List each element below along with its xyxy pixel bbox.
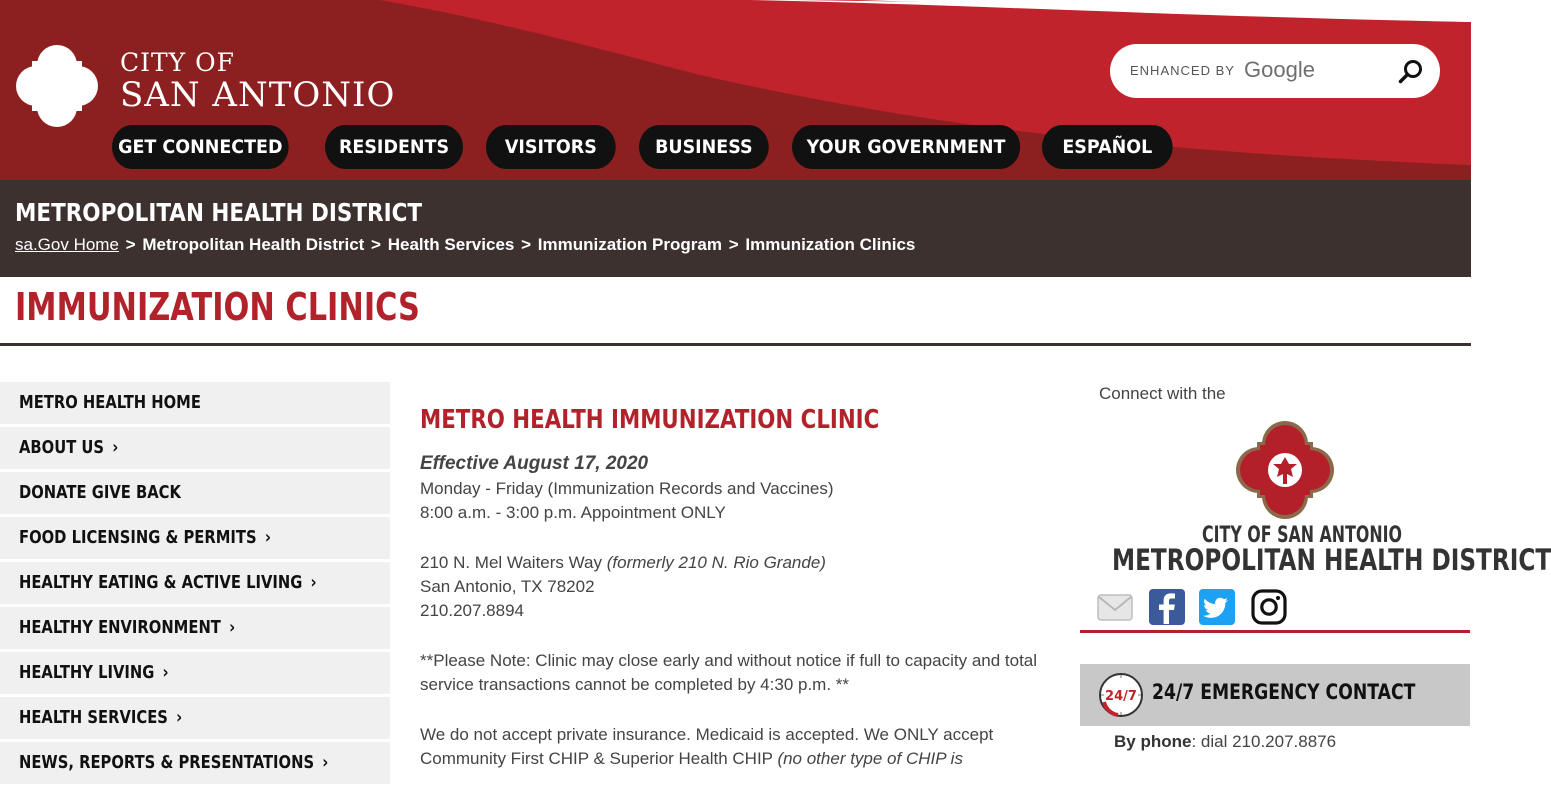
sidebar-item-donate-give-back[interactable]: [0, 472, 390, 514]
title-divider: [0, 343, 1471, 346]
sidebar-item-news-reports[interactable]: [0, 742, 390, 784]
right-divider: [1080, 630, 1470, 633]
city-logo-text[interactable]: [120, 50, 395, 114]
breadcrumb-separator: >: [371, 235, 381, 254]
emergency-contact-box: [1080, 664, 1470, 726]
mhd-logo-line-1: CITY OF SAN ANTONIO: [1202, 523, 1402, 548]
sidebar-item-label: HEALTHY ENVIRONMENT ›: [19, 617, 236, 638]
chevron-right-icon: ›: [229, 617, 236, 638]
breadcrumb-current: Immunization Clinics: [745, 235, 916, 254]
metro-health-emblem-icon[interactable]: [1235, 420, 1335, 520]
breadcrumb-item[interactable]: Metropolitan Health District: [142, 235, 365, 254]
clinic-heading: METRO HEALTH IMMUNIZATION CLINIC: [420, 405, 880, 435]
sidebar-item-label: FOOD LICENSING & PERMITS ›: [19, 527, 271, 548]
main-content: [420, 400, 1060, 771]
sidebar-item-label: METRO HEALTH HOME: [19, 392, 201, 413]
site-header: [0, 0, 1471, 180]
insurance-info: [420, 723, 1060, 771]
chevron-right-icon: ›: [310, 572, 317, 593]
breadcrumb-item[interactable]: Immunization Program: [537, 235, 722, 254]
chevron-right-icon: ›: [322, 752, 329, 773]
breadcrumb-separator: >: [125, 235, 136, 254]
sidebar-nav: [0, 382, 390, 787]
twitter-icon[interactable]: [1198, 588, 1236, 626]
by-phone-value[interactable]: : dial 210.207.8876: [1191, 732, 1337, 751]
insurance-italic: (no other type of CHIP is: [777, 749, 963, 768]
clock-24-7-icon: [1098, 672, 1144, 718]
breadcrumb-home-link[interactable]: sa.Gov Home: [15, 235, 119, 254]
nav-business[interactable]: BUSINESS: [639, 125, 769, 169]
nav-visitors[interactable]: VISITORS: [486, 125, 616, 169]
breadcrumb-separator: >: [521, 235, 532, 254]
sidebar-item-health-services[interactable]: [0, 697, 390, 739]
sidebar-item-label: NEWS, REPORTS & PRESENTATIONS ›: [19, 752, 329, 773]
nav-your-government[interactable]: YOUR GOVERNMENT: [792, 125, 1020, 169]
clock-label: 24/7: [1105, 689, 1137, 704]
emergency-title: 24/7 EMERGENCY CONTACT: [1152, 680, 1416, 704]
chevron-right-icon: ›: [162, 662, 169, 683]
section-banner: [0, 180, 1471, 277]
page-title: IMMUNIZATION CLINICS: [15, 285, 420, 329]
insurance-text: We do not accept private insurance. Medicaid is accepted. We ONLY accept Community First CHIP & Superior Health CHIP: [420, 725, 994, 768]
capacity-note: **Please Note: Clinic may close early and without notice if full to capacity and total service transactions cannot be completed by 4:30 p.m. **: [420, 651, 1038, 694]
search-input[interactable]: [1110, 44, 1440, 98]
sidebar-item-food-licensing[interactable]: [0, 517, 390, 559]
sidebar-item-label: HEALTHY LIVING ›: [19, 662, 169, 683]
sidebar-item-about-us[interactable]: [0, 427, 390, 469]
chevron-right-icon: ›: [112, 437, 119, 458]
sidebar-item-healthy-eating[interactable]: [0, 562, 390, 604]
sidebar-item-healthy-living[interactable]: [0, 652, 390, 694]
sidebar-item-healthy-environment[interactable]: [0, 607, 390, 649]
sidebar-item-label: ABOUT US ›: [19, 437, 119, 458]
breadcrumb-item[interactable]: Health Services: [387, 235, 515, 254]
chevron-right-icon: ›: [264, 527, 271, 548]
sidebar-item-label: DONATE GIVE BACK: [19, 482, 181, 503]
sidebar-item-metro-health-home[interactable]: [0, 382, 390, 424]
address-formerly: (formerly 210 N. Rio Grande): [606, 553, 826, 572]
breadcrumb-separator: >: [728, 235, 739, 254]
clinic-address-street: [420, 551, 1060, 575]
search-enhanced-by: ENHANCED BY: [1130, 63, 1235, 78]
emergency-phone: [1114, 732, 1336, 752]
address-street: 210 N. Mel Waiters Way: [420, 553, 603, 572]
logo-line-2: SAN ANTONIO: [120, 75, 396, 115]
email-icon[interactable]: [1096, 588, 1134, 626]
by-phone-label: By phone: [1114, 732, 1192, 751]
search-google-label: Google: [1244, 57, 1315, 82]
clinic-phone[interactable]: 210.207.8894: [420, 601, 524, 620]
connect-text: Connect with the: [1099, 384, 1226, 403]
nav-residents[interactable]: RESIDENTS: [325, 125, 463, 169]
clinic-hours-time: 8:00 a.m. - 3:00 p.m. Appointment ONLY: [420, 503, 726, 522]
sidebar-item-label: HEALTHY EATING & ACTIVE LIVING ›: [19, 572, 317, 593]
clinic-hours-days: Monday - Friday (Immunization Records and Vaccines): [420, 479, 834, 498]
breadcrumb: [15, 235, 915, 255]
instagram-icon[interactable]: [1250, 588, 1288, 626]
nav-get-connected[interactable]: GET CONNECTED: [112, 125, 289, 169]
effective-date: Effective August 17, 2020: [420, 453, 649, 474]
nav-espanol[interactable]: ESPAÑOL: [1042, 125, 1173, 169]
clinic-address-city: San Antonio, TX 78202: [420, 577, 595, 596]
search-icon[interactable]: [1397, 58, 1425, 86]
sidebar-item-label: HEALTH SERVICES ›: [19, 707, 183, 728]
city-seal-icon[interactable]: [14, 43, 100, 129]
logo-line-1: CITY OF: [120, 48, 235, 77]
mhd-logo-line-2: METROPOLITAN HEALTH DISTRICT: [1112, 543, 1551, 577]
chevron-right-icon: ›: [176, 707, 183, 728]
facebook-icon[interactable]: [1148, 588, 1186, 626]
section-title[interactable]: METROPOLITAN HEALTH DISTRICT: [15, 198, 423, 227]
